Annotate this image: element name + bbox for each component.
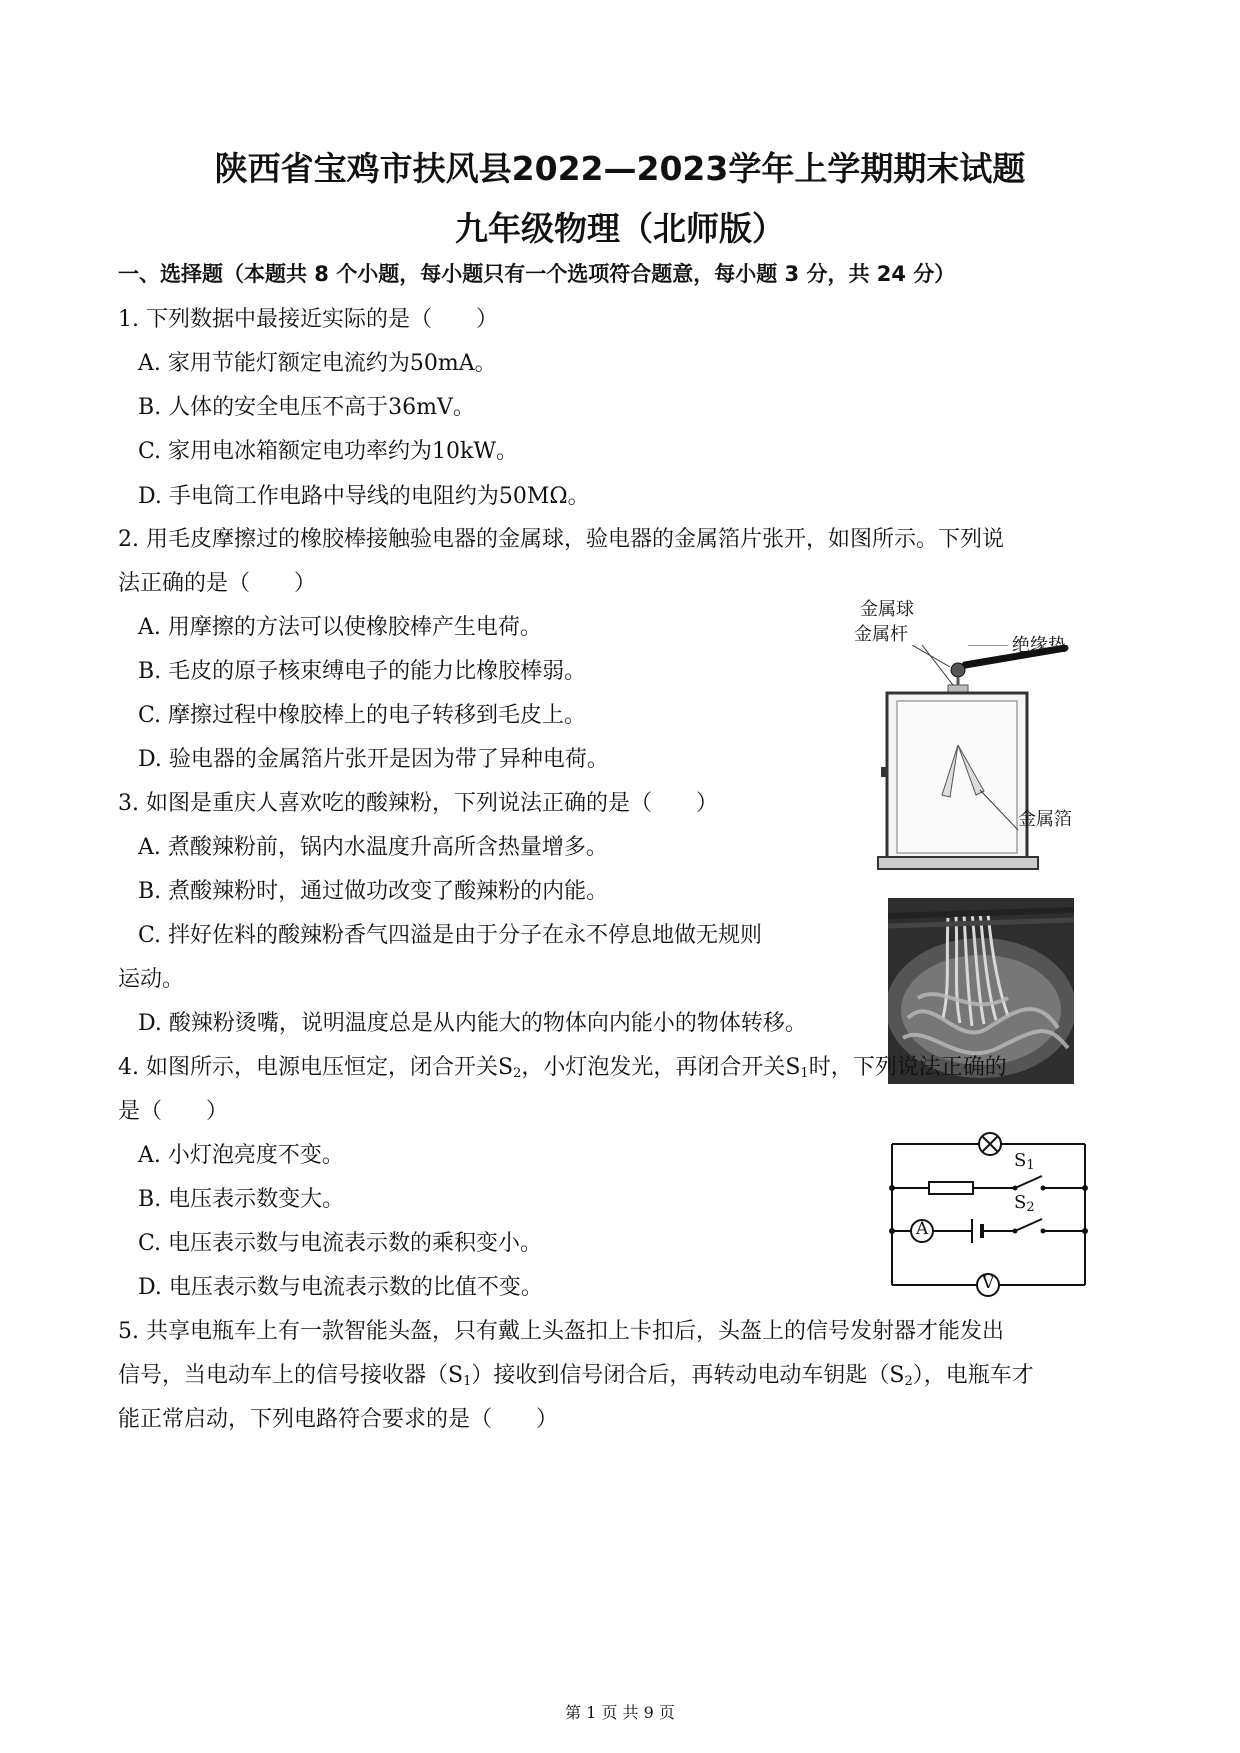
question-4-option-a: A. 小灯泡亮度不变。 — [138, 1143, 344, 1168]
question-3-stem: 3. 如图是重庆人喜欢吃的酸辣粉，下列说法正确的是（ ） — [118, 791, 718, 816]
question-1-stem: 1. 下列数据中最接近实际的是（ ） — [118, 307, 498, 332]
question-4-stem-line2: 是（ ） — [118, 1099, 229, 1124]
question-3-option-d: D. 酸辣粉烫嘴，说明温度总是从内能大的物体向内能小的物体转移。 — [138, 1011, 807, 1036]
question-1-option-c: C. 家用电冰箱额定电功率约为10kW。 — [138, 439, 518, 464]
label-metal-ball: 金属球 — [860, 599, 914, 620]
question-2-option-c: C. 摩擦过程中橡胶棒上的电子转移到毛皮上。 — [138, 703, 587, 728]
question-5-stem-line2: 信号，当电动车上的信号接收器$(S_1)$接收到信号闭合后，再转动电动车钥匙$(S_2)$，电瓶车才 — [118, 1363, 1034, 1389]
question-2-stem-line2: 法正确的是（ ） — [118, 571, 317, 596]
question-1-option-a: A. 家用节能灯额定电流约为50mA。 — [138, 351, 497, 376]
question-3-option-a: A. 煮酸辣粉前，锅内水温度升高所含热量增多。 — [138, 835, 608, 860]
question-1-option-b: B. 人体的安全电压不高于36mV。 — [138, 395, 475, 420]
electroscope-figure — [850, 599, 1090, 875]
question-3-option-c-line1: C. 拌好佐料的酸辣粉香气四溢是由于分子在永不停息地做无规则 — [138, 923, 763, 948]
question-5-stem-line3: 能正常启动，下列电路符合要求的是（ ） — [118, 1407, 559, 1432]
ammeter-label: A — [916, 1219, 929, 1239]
label-metal-rod: 金属杆 — [854, 624, 908, 645]
question-3-option-c-line2: 运动。 — [118, 967, 185, 992]
section-heading: 一、选择题（本题共 8 个小题，每小题只有一个选项符合题意，每小题 3 分，共 24 分） — [118, 262, 956, 286]
exam-subtitle: 九年级物理（北师版） — [455, 209, 785, 248]
question-4-option-d: D. 电压表示数与电流表示数的比值不变。 — [138, 1275, 543, 1300]
voltmeter-label: V — [982, 1273, 995, 1293]
switch-s1-label: $S_1$ — [1014, 1150, 1035, 1173]
exam-title: 陕西省宝鸡市扶风县2022—2023学年上学期期末试题 — [214, 149, 1026, 188]
question-4-option-c: C. 电压表示数与电流表示数的乘积变小。 — [138, 1231, 543, 1256]
question-3-option-b: B. 煮酸辣粉时，通过做功改变了酸辣粉的内能。 — [138, 879, 609, 904]
question-2-stem-line1: 2. 用毛皮摩擦过的橡胶棒接触验电器的金属球，验电器的金属箔片张开，如图所示。下列说 — [118, 527, 1004, 552]
question-4-option-b: B. 电压表示数变大。 — [138, 1187, 345, 1212]
question-5-stem-line1: 5. 共享电瓶车上有一款智能头盔，只有戴上头盔扣上卡扣后，头盔上的信号发射器才能发出 — [118, 1319, 1004, 1344]
circuit-diagram — [880, 1126, 1100, 1301]
label-metal-foil: 金属箔 — [1018, 809, 1072, 830]
electroscope-drawing — [850, 645, 1090, 875]
question-4-stem-line1: 4. 如图所示，电源电压恒定，闭合开关$S_2$，小灯泡发光，再闭合开关$S_1$时，下列说法正确的 — [118, 1055, 1007, 1081]
question-1-option-d: D. 手电筒工作电路中导线的电阻约为50MΩ。 — [138, 484, 590, 509]
label-insulating-pad: 绝缘垫 — [1012, 635, 1066, 656]
switch-s2-label: $S_2$ — [1014, 1192, 1035, 1215]
question-2-option-a: A. 用摩擦的方法可以使橡胶棒产生电荷。 — [138, 615, 542, 640]
question-2-option-b: B. 毛皮的原子核束缚电子的能力比橡胶棒弱。 — [138, 659, 587, 684]
page-footer: 第 1 页 共 9 页 — [565, 1703, 675, 1722]
question-2-option-d: D. 验电器的金属箔片张开是因为带了异种电荷。 — [138, 747, 609, 772]
